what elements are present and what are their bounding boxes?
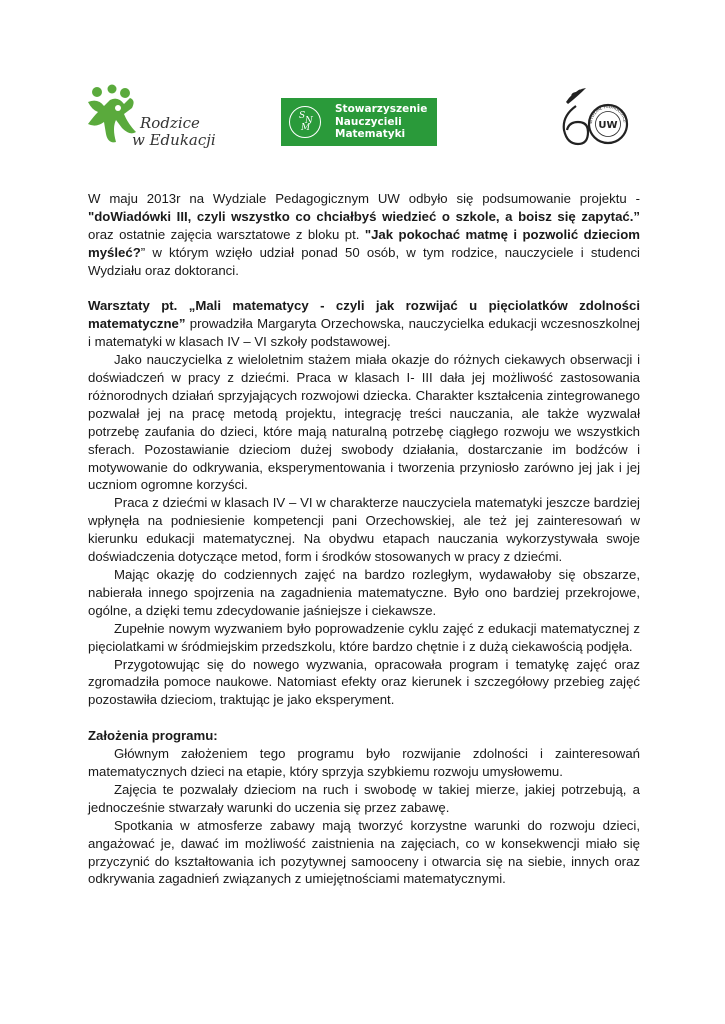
intro-text-2: oraz ostatnie zajęcia warsztatowe z bloku pt. (88, 226, 365, 242)
rodzice-line2: w Edukacji (132, 131, 216, 149)
snm-badge-m: M (301, 123, 311, 133)
intro-paragraph (88, 190, 640, 280)
snm-line2: Nauczycieli (335, 115, 402, 128)
section-paragraph: Głównym założeniem tego programu było rozwijanie zdolności i zainteresowań matematycznych dzieci na etapie, który sprzyja szybkiemu rozwoju umysłowemu. (88, 746, 640, 779)
logo-header (0, 82, 725, 152)
section-paragraph: Zajęcia te pozwalały dzieciom na ruch i swobodę w takiej mierze, jakiej potrzebują, a jednocześnie stwarzały warunki do uczenia się przez zabawę. (88, 781, 640, 815)
snm-line1: Stowarzyszenie (335, 103, 428, 116)
rodzice-line1: Rodzice (140, 114, 200, 132)
workshop-title: Warsztaty pt. „Mali matematycy - czyli jak rozwijać u pięciolatków zdolności matematyczne” (88, 298, 640, 332)
snm-name (335, 103, 427, 141)
body-paragraph: Przygotowując się do nowego wyzwania, opracowała program i tematykę zajęć oraz zgromadziła pomoce naukowe. Natomiast efekty oraz kierunek i szczegółowy przebieg zajęć pozostawiła dzieciom, traktując je jako eksperyment. (88, 656, 640, 708)
intro-text-1: W maju 2013r na Wydziale Pedagogicznym UW odbyło się podsumowanie projektu - (88, 191, 640, 206)
snm-badge-n: N (305, 116, 313, 126)
workshop-paragraph (88, 297, 640, 351)
section-heading: Założenia programu: (88, 728, 218, 744)
svg-text:WYDZIAŁ PEDAGOGICZNY (556, 86, 628, 124)
uw-ring-text: WYDZIAŁ PEDAGOGICZ (587, 103, 628, 125)
intro-workshop-block-title: "Jak pokochać matmę i pozwolić dzieciom myśleć? (88, 226, 640, 260)
body-paragraph: Mając okazję do codziennych zajęć na bardzo rozległym, wydawałoby się obszarze, nabierała innego spojrzenia na zagadnienia matematyczne. Było ono bardziej przekrojowe, ogólne, a dzięki temu zdecydowanie jaśniejsze i ciekawsze. (88, 567, 640, 618)
body-paragraph: Jako nauczycielka z wieloletnim stażem miała okazje do różnych ciekawych obserwacji i doświadczeń w pracy z dziećmi. Praca w klasach I- III dała jej możliwość zastosowania różnorodnych działań sprzyjających rozwojowi dziecka. Charakter kształcenia zintegrowanego pozwalał jej na pracę metodą projektu, integrację treści nauczania, ale także wyzwalał potrzebę zaufania do dzieci, które mają naturalną potrzebę ciągłego rozwoju we wszystkich sferach. Pozostawianie dzieciom dużej swobody działania, dostarczanie im bodźców i motywowanie do odkrywania, eksperymentowania i tworzenia przyniosło zarówno jej jak i jej uczniom ogromne korzyści. (88, 352, 640, 493)
document-body (88, 190, 640, 888)
intro-text-3: ” w którym wzięło udział ponad 50 osób, w tym rodzice, nauczyciele i studenci Wydziału oraz doktoranci. (88, 244, 640, 278)
body-paragraph: Praca z dziećmi w klasach IV – VI w charakterze nauczyciela matematyki jeszcze bardziej wpłynęła na podniesienie kompetencji pani Orzechowskiej, ale też jej zainteresowań w kierunku edukacji matematycznej. Na obydwu etapach nauczania wykorzystywała swoje doświadczenia dotyczące metod, form i środków stosowanych w pracy z dziećmi. (88, 495, 640, 565)
section-paragraph: Spotkania w atmosferze zabawy mają tworzyć korzystne warunki do rozwoju dzieci, angażować je, dawać im możliwość zaistnienia na zajęciach, co w konsekwencji miało się przyczynić do kształtowania ich pozytywnej samooceny i otwarcia się na siebie, innych oraz odkrywania zagadnień związanych z umiejętnościami matematycznymi. (88, 817, 640, 887)
uw-pedagogical-faculty-logo (556, 86, 636, 150)
workshop-text: prowadziła Margaryta Orzechowska, nauczycielka edukacji wczesnoszkolnej i matematyki w klasach IV – VI szkoły podstawowej. (88, 316, 640, 350)
uw-abbr: UW (598, 120, 618, 131)
snm-logo (281, 98, 437, 146)
body-paragraph: Zupełnie nowym wyzwaniem było poprowadzenie cyklu zajęć z edukacji matematycznej z pięciolatkami w śródmiejskim przedszkolu, które bardzo chętnie i z dużą ciekawością podjęła. (88, 620, 640, 654)
snm-badge-icon (289, 106, 321, 138)
rodzice-w-edukacji-logo (84, 84, 216, 150)
snm-badge-s: S (299, 111, 306, 121)
snm-line3: Matematyki (335, 128, 406, 141)
intro-project-title: "doWiadówki III, czyli wszystko co chciałbyś wiedzieć o szkole, a boisz się zapytać.” (88, 208, 640, 224)
